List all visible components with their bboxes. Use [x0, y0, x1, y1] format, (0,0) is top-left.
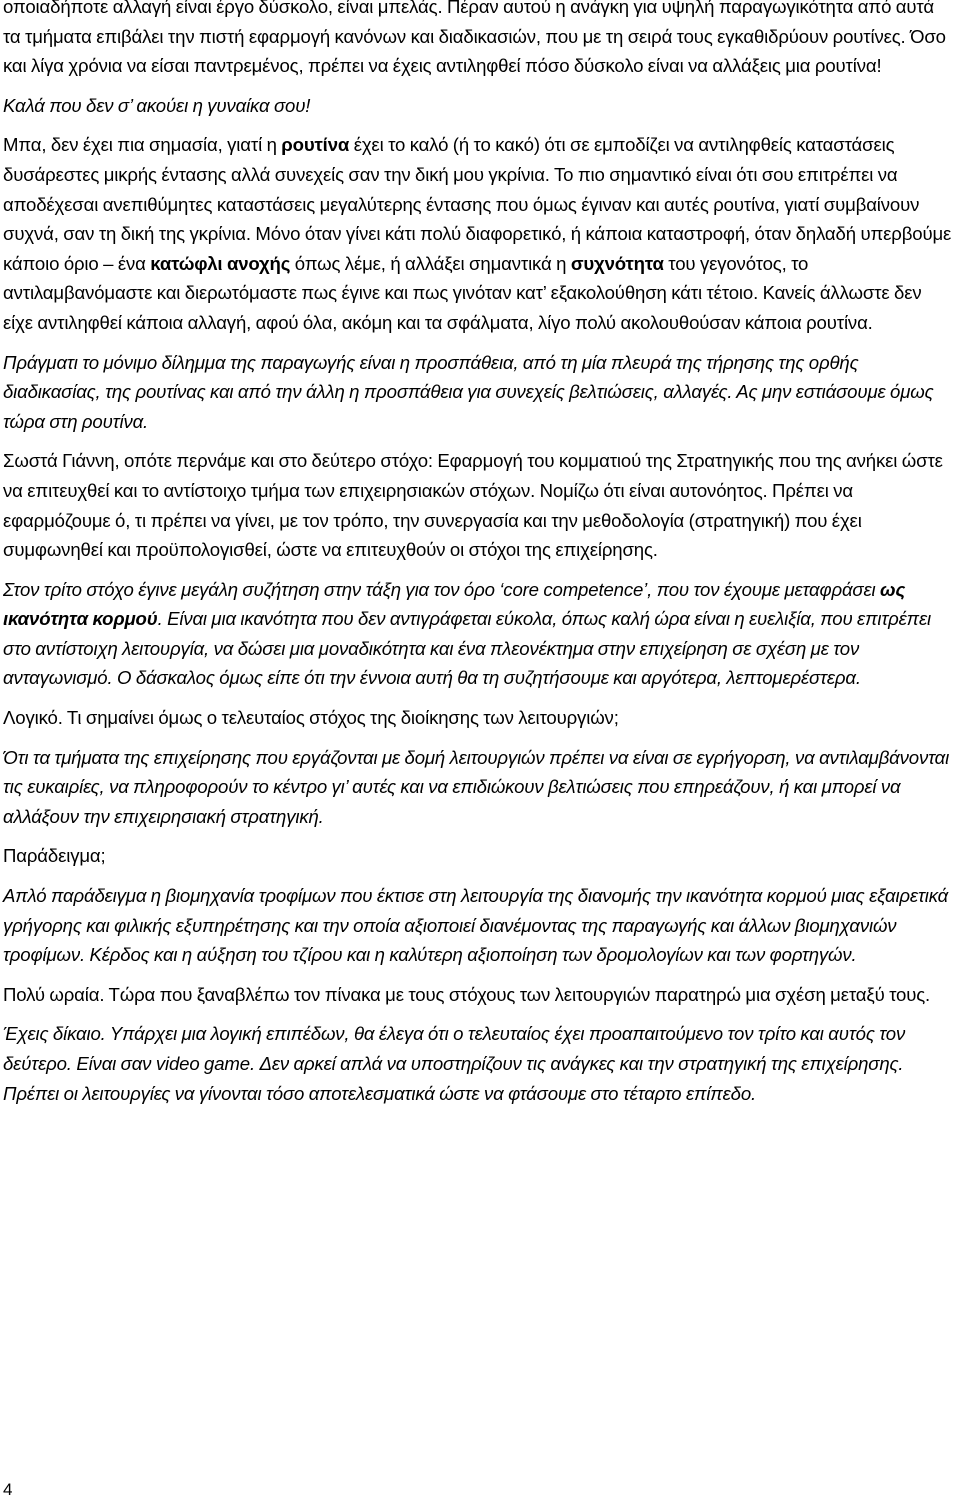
paragraph-7 — [3, 703, 955, 733]
paragraph-5 — [3, 446, 955, 564]
paragraph-4 — [3, 348, 955, 437]
bold-term: ρουτίνα — [281, 134, 350, 156]
bold-term: ως ικανότητα κορμού — [3, 578, 906, 630]
text-run: έχει το καλό (ή το κακό) ότι σε εμποδίζει να αντιληφθείς καταστάσεις δυσάρεστες μικρής έντασης αλλά συνεχείς σαν την δική μου γκρίνια. Το πιο σημαντικό είναι ότι σου επιτρέπει να αποδέχεσαι ανεπιθύμητες καταστάσεις μεγαλύτερης έντασης που όμως έγιναν και αυτές ρουτίνα, γιατί συμβαίνουν συχνά, σαν τη δική της γκρίνια. Μόνο όταν γίνει κάτι πολύ διαφορετικό, ή κάποια καταστροφή, όταν δηλαδή υπερβούμε κάποιο όριο – ένα — [3, 134, 952, 274]
text-run: Ότι τα τμήματα της επιχείρησης που εργάζονται με δομή λειτουργιών πρέπει να είναι σε εγρήγορση, να αντιλαμβάνονται τις ευκαιρίες, να πληροφορούν το κέντρο γι’ αυτές και να επιδιώκουν βελτιώσεις που επηρεάζουν, ή και μπορεί να αλλάξουν την επιχειρησιακή στρατηγική. — [3, 746, 950, 827]
text-run: Λογικό. Τι σημαίνει όμως ο τελευταίος στόχος της διοίκησης των λειτουργιών; — [3, 707, 619, 729]
paragraph-1 — [3, 0, 955, 81]
paragraph-8 — [3, 743, 955, 832]
text-run: . Είναι μια ικανότητα που δεν αντιγράφεται εύκολα, όπως καλή ώρα είναι η ευελιξία, που επιτρέπει στο αντίστοιχη λειτουργία, να δώσει μια μοναδικότητα και ένα πλεονέκτημα στην επιχείρηση σε σχέση με τον ανταγωνισμό. Ο δάσκαλος όμως είπε ότι την έννοια αυτή θα τη συζητήσουμε και αργότερα, λεπτομερέστερα. — [3, 608, 931, 689]
paragraph-6 — [3, 575, 955, 693]
text-run: Στον τρίτο στόχο έγινε μεγάλη συζήτηση στην τάξη για τον όρο ‘core competence’, που τον έχουμε μεταφράσει — [3, 578, 881, 600]
paragraph-9 — [3, 841, 955, 871]
text-run: Απλό παράδειγμα η βιομηχανία τροφίμων που έκτισε στη λειτουργία της διανομής την ικανότητα κορμού μιας εξαιρετικά γρήγορης και φιλικής εξυπηρέτησης και την οποία αξιοποιεί διανέμοντας της παραγωγής και άλλων βιομηχανιών τροφίμων. Κέρδος και η αύξηση του τζίρου και η καλύτερη αξιοποίηση των δρομολογίων και των φορτηγών. — [3, 885, 949, 966]
text-run: Έχεις δίκαιο. Υπάρχει μια λογική επιπέδων, θα έλεγα ότι ο τελευταίος έχει προαπαιτούμενο τον τρίτο και αυτός τον δεύτερο. Είναι σαν video game. Δεν αρκεί απλά να υποστηρίζουν τις ανάγκες και την στρατηγική της επιχείρησης. Πρέπει οι λειτουργίες να γίνονται τόσο αποτελεσματικά ώστε να φτάσουμε στο τέταρτο επίπεδο. — [3, 1023, 906, 1104]
text-run: Πράγματι το μόνιμο δίλημμα της παραγωγής είναι η προσπάθεια, από τη μία πλευρά της τήρησης της ορθής διαδικασίας, της ρουτίνας και από την άλλη η προσπάθεια για συνεχείς βελτιώσεις, αλλαγές. Ας μην εστιάσουμε όμως τώρα στη ρουτίνα. — [3, 351, 934, 432]
text-run: όπως λέμε, ή αλλάξει σημαντικά η — [290, 252, 571, 274]
text-run: Μπα, δεν έχει πια σημασία, γιατί η — [3, 134, 282, 156]
paragraph-3 — [3, 130, 955, 337]
text-run: Πολύ ωραία. Τώρα που ξαναβλέπω τον πίνακα με τους στόχους των λειτουργιών παρατηρώ μια σχέση μεταξύ τους. — [3, 983, 931, 1005]
bold-term: κατώφλι ανοχής — [150, 252, 291, 274]
text-run: Παράδειγμα; — [3, 845, 106, 867]
paragraph-12 — [3, 1019, 955, 1108]
text-run: του γεγονότος, το αντιλαμβανόμαστε και διερωτόμαστε πως έγινε και πως γινόταν κατ’ εξακολούθηση κάτι τέτοιο. Κανείς άλλωστε δεν είχε αντιληφθεί κάποια αλλαγή, αφού όλα, ακόμη και τα σφάλματα, λίγο πολύ ακολουθούσαν κάποια ρουτίνα. — [3, 252, 922, 333]
text-run: Καλά που δεν σ’ ακούει η γυναίκα σου! — [3, 94, 311, 116]
page-number: 4 — [3, 1480, 13, 1499]
bold-term: συχνότητα — [570, 252, 664, 274]
text-run: οποιαδήποτε αλλαγή είναι έργο δύσκολο, είναι μπελάς. Πέραν αυτού η ανάγκη για υψηλή παραγωγικότητα από αυτά τα τμήματα επιβάλει την πιστή εφαρμογή κανόνων και διαδικασιών, που με τη σειρά τους εγκαθιδρύουν ρουτίνες. Όσο και λίγα χρόνια να είσαι παντρεμένος, πρέπει να έχεις αντιληφθεί πόσο δύσκολο είναι να αλλάξεις μια ρουτίνα! — [3, 0, 946, 77]
paragraph-11 — [3, 980, 955, 1010]
document-body — [3, 0, 955, 1118]
paragraph-2 — [3, 91, 955, 121]
text-run: Σωστά Γιάννη, οπότε περνάμε και στο δεύτερο στόχο: Εφαρμογή του κομματιού της Στρατηγικής που της ανήκει ώστε να επιτευχθεί και το αντίστοιχο τμήμα των επιχειρησιακών στόχων. Νομίζω ότι είναι αυτονόητος. Πρέπει να εφαρμόζουμε ό, τι πρέπει να γίνει, με τον τρόπο, την συνεργασία και την μεθοδολογία (στρατηγική) που έχει συμφωνηθεί και προϋπολογισθεί, ώστε να επιτευχθούν οι στόχοι της επιχείρησης. — [3, 450, 943, 561]
paragraph-10 — [3, 881, 955, 970]
